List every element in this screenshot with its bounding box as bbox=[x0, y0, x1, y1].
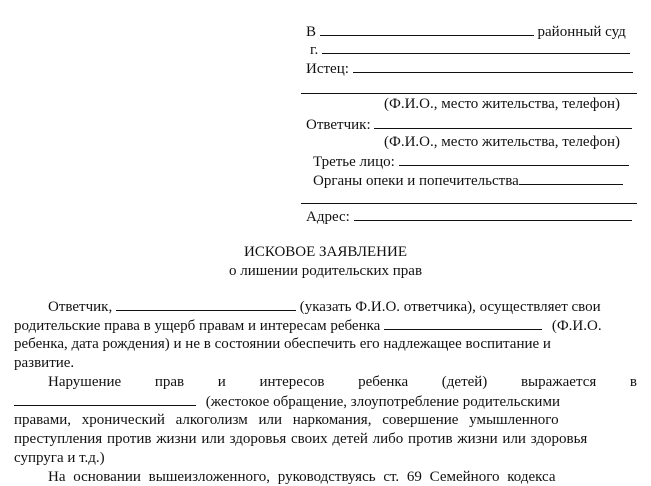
guardianship-blank[interactable] bbox=[519, 171, 623, 185]
p1-line-4: развитие. bbox=[14, 355, 75, 371]
court-line bbox=[306, 22, 626, 41]
p2-word-5: ребенка bbox=[358, 374, 409, 390]
p2-word-8: в bbox=[629, 374, 637, 390]
third-party-blank[interactable] bbox=[399, 152, 629, 166]
p1-child-text: родительские права в ущерб правам и интересам ребенка bbox=[14, 318, 381, 334]
address-label: Адрес: bbox=[306, 209, 350, 225]
defendant-hint: (Ф.И.О., место жительства, телефон) bbox=[384, 134, 621, 150]
p1-defendant-note: (указать Ф.И.О. ответчика), осуществляет свои bbox=[299, 299, 601, 315]
p1-child-note: (Ф.И.О. bbox=[551, 318, 602, 334]
p1-line-1 bbox=[48, 297, 601, 316]
court-prefix: В bbox=[306, 24, 317, 40]
p2-line-3: правами, хронический алкоголизм или наркомания, совершение умышленного bbox=[14, 412, 559, 428]
defendant-line bbox=[306, 115, 632, 134]
document-subtitle: о лишении родительских прав bbox=[228, 263, 423, 279]
guardianship-label: Органы опеки и попечительства bbox=[313, 173, 519, 189]
p2-word-2: прав bbox=[154, 374, 185, 390]
third-party-label: Третье лицо: bbox=[313, 154, 395, 170]
plaintiff-hint: (Ф.И.О., место жительства, телефон) bbox=[384, 96, 621, 112]
address-blank[interactable] bbox=[354, 207, 632, 221]
p1-defendant-label: Ответчик, bbox=[48, 299, 113, 315]
plaintiff-blank[interactable] bbox=[353, 59, 633, 73]
city-line bbox=[310, 40, 630, 59]
third-party-line bbox=[313, 152, 629, 171]
p2-violation-note: (жестокое обращение, злоупотребление родительскими bbox=[205, 394, 560, 410]
p2-word-1: Нарушение bbox=[48, 374, 122, 390]
plaintiff-label: Истец: bbox=[306, 61, 349, 77]
city-prefix: г. bbox=[310, 42, 319, 58]
p1-child-blank[interactable] bbox=[384, 316, 542, 330]
p2-line-1 bbox=[48, 373, 637, 391]
p2-line-4: преступления против жизни или здоровья своих детей либо против жизни или здоровья bbox=[14, 431, 588, 447]
p1-line-2 bbox=[14, 316, 602, 335]
defendant-label: Ответчик: bbox=[306, 117, 371, 133]
p2-line-5: супруга и т.д.) bbox=[14, 450, 105, 466]
defendant-blank[interactable] bbox=[374, 115, 632, 129]
p2-word-3: и bbox=[217, 374, 226, 390]
plaintiff-line bbox=[306, 59, 633, 78]
guardianship-line bbox=[313, 171, 623, 190]
address-line bbox=[306, 207, 632, 226]
guardianship-second-blank[interactable] bbox=[301, 203, 637, 204]
p2-word-4: интересов bbox=[259, 374, 325, 390]
city-blank[interactable] bbox=[322, 40, 630, 54]
p1-line-3: ребенка, дата рождения) и не в состоянии обеспечить его надлежащее воспитание и bbox=[14, 336, 551, 352]
document-title: ИСКОВОЕ ЗАЯВЛЕНИЕ bbox=[243, 244, 407, 260]
plaintiff-second-blank[interactable] bbox=[301, 93, 637, 94]
p2-violation-blank[interactable] bbox=[14, 392, 196, 406]
p2-word-6: (детей) bbox=[441, 374, 488, 390]
court-suffix: районный суд bbox=[537, 24, 626, 40]
p2-word-7: выражается bbox=[520, 374, 597, 390]
p3-line-1: На основании вышеизложенного, руководствуясь ст. 69 Семейного кодекса bbox=[48, 469, 556, 485]
court-name-blank[interactable] bbox=[320, 22, 534, 36]
p2-line-2 bbox=[14, 392, 560, 411]
p1-defendant-blank[interactable] bbox=[116, 297, 296, 311]
